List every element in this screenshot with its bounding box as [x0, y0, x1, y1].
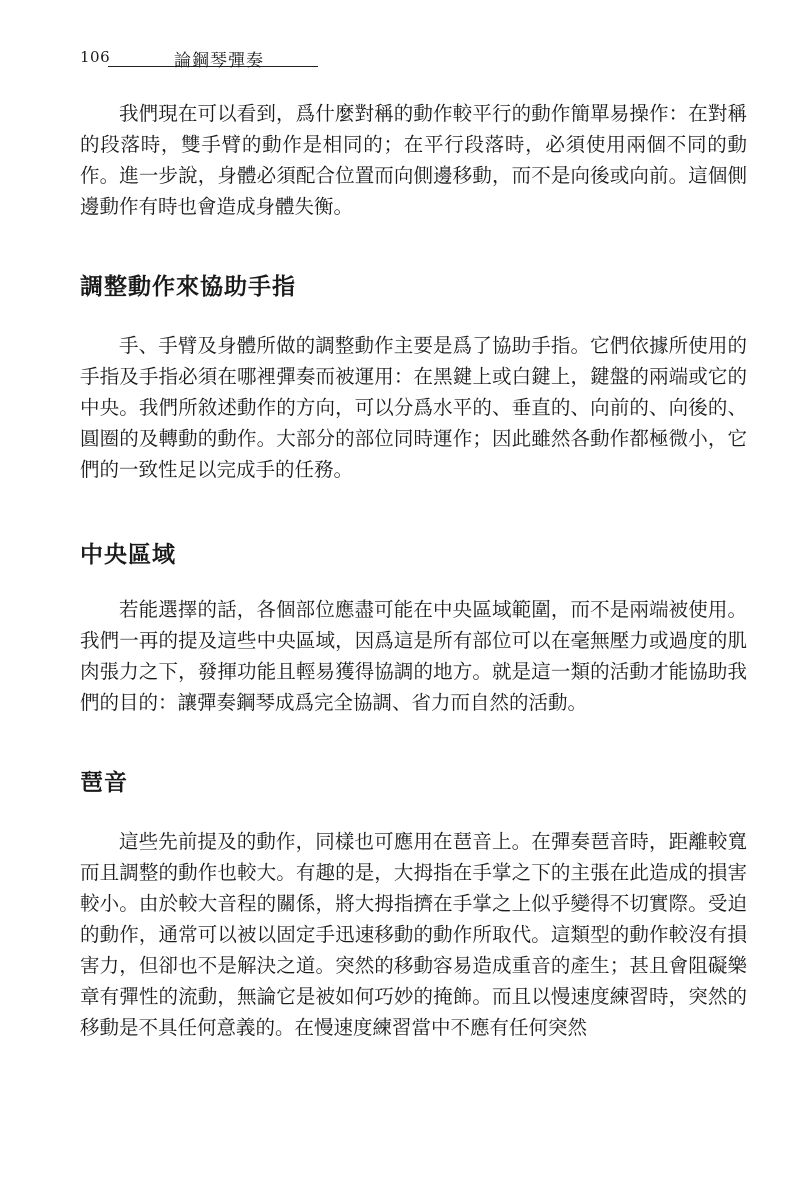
intro-paragraph: 我們現在可以看到，爲什麼對稱的動作較平行的動作簡單易操作：在對稱的段落時，雙手臂的動作是相同的；在平行段落時，必須使用兩個不同的動作。進一步說，身體必須配合位置而向側邊移動，而不是向後或向前。這個側邊動作有時也會造成身體失衡。 — [80, 102, 747, 218]
paragraph-arpeggios: 這些先前提及的動作，同樣也可應用在琶音上。在彈奏琶音時，距離較寬而且調整的動作也較大。有趣的是，大拇指在手掌之下的主張在此造成的損害較小。由於較大音程的關係，將大拇指擠在手掌之上似乎變得不切實際。受迫的動作，通常可以被以固定手迅速移動的動作所取代。這類型的動作較沒有損害力，但卻也不是解決之道。突然的移動容易造成重音的產生；甚且會阻礙樂章有彈性的流動，無論它是被如何巧妙的掩飾。而且以慢速度練習時，突然的移動是不具任何意義的。在慢速度練習當中不應有任何突然 — [80, 830, 747, 1039]
paragraph-adjusting-movements: 手、手臂及身體所做的調整動作主要是爲了協助手指。它們依據所使用的手指及手指必須在哪裡彈奏而被運用：在黑鍵上或白鍵上，鍵盤的兩端或它的中央。我們所敘述動作的方向，可以分爲水平的、垂直的、向前的、向後的、圓圈的及轉動的動作。大部分的部位同時運作；因此雖然各動作都極微小，它們的一致性足以完成手的任務。 — [80, 334, 747, 481]
running-head — [80, 46, 740, 71]
book-title: 論鋼琴彈奏 — [174, 51, 264, 71]
paragraph-central-zone: 若能選擇的話，各個部位應盡可能在中央區域範圍，而不是兩端被使用。我們一再的提及這些中央區域，因爲這是所有部位可以在毫無壓力或過度的肌肉張力之下，發揮功能且輕易獲得協調的地方。就是這一類的活動才能協助我們的目的：讓彈奏鋼琴成爲完全協調、省力而自然的活動。 — [80, 598, 747, 714]
section-heading-adjusting-movements: 調整動作來協助手指 — [80, 273, 296, 300]
page-number: 106 — [80, 48, 111, 66]
section-heading-arpeggios: 琶音 — [80, 769, 128, 796]
section-heading-central-zone: 中央區域 — [80, 541, 176, 568]
